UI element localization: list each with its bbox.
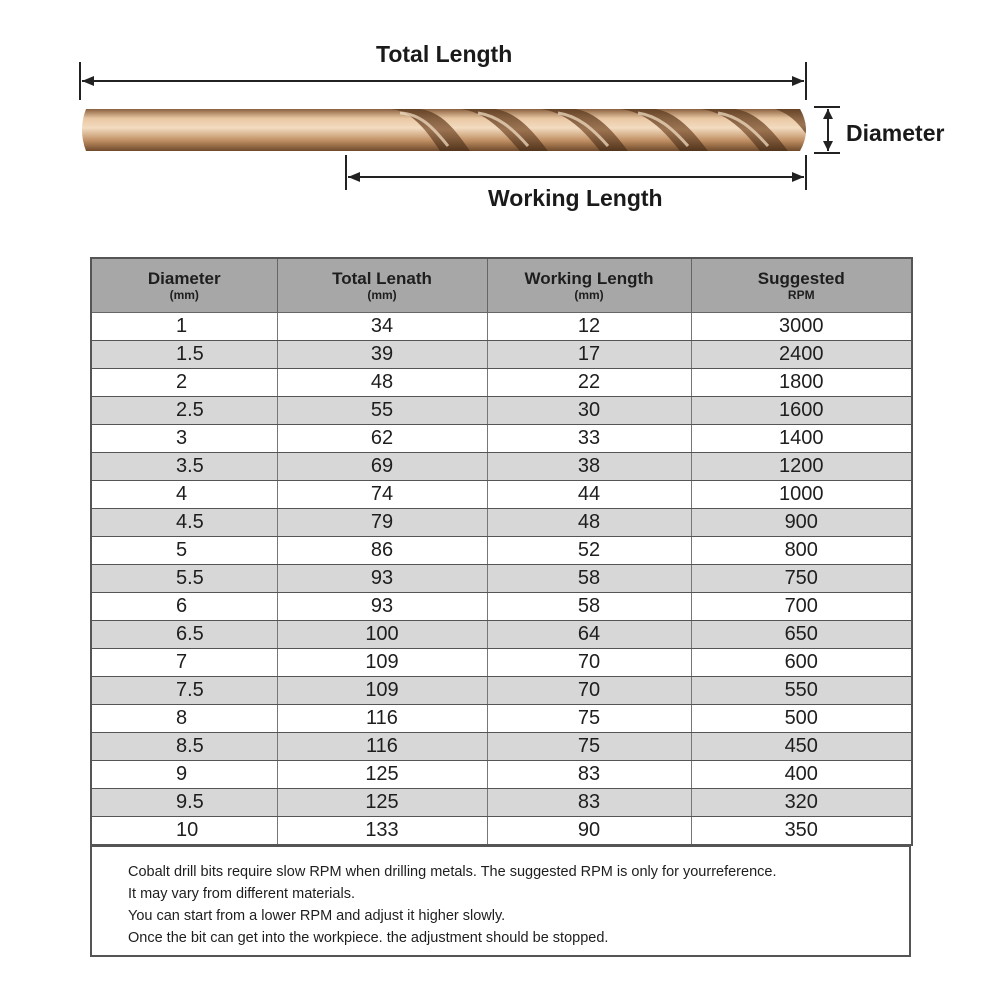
header-diameter: Diameter (mm)	[91, 258, 277, 313]
cell-total-length: 133	[277, 817, 487, 846]
cell-total-length: 48	[277, 369, 487, 397]
cell-working-length: 48	[487, 509, 691, 537]
header-suggested-rpm: Suggested RPM	[691, 258, 912, 313]
cell-diameter: 3	[91, 425, 277, 453]
cell-working-length: 75	[487, 733, 691, 761]
working-length-label: Working Length	[488, 185, 663, 211]
cell-total-length: 55	[277, 397, 487, 425]
cell-diameter: 9	[91, 761, 277, 789]
cell-working-length: 58	[487, 593, 691, 621]
cell-total-length: 109	[277, 677, 487, 705]
cell-rpm: 1600	[691, 397, 912, 425]
cell-diameter: 1.5	[91, 341, 277, 369]
note-line: You can start from a lower RPM and adjust it higher slowly.	[128, 908, 506, 924]
cell-working-length: 52	[487, 537, 691, 565]
cell-diameter: 8	[91, 705, 277, 733]
cell-diameter: 1	[91, 313, 277, 341]
cell-working-length: 17	[487, 341, 691, 369]
cell-rpm: 500	[691, 705, 912, 733]
cell-total-length: 34	[277, 313, 487, 341]
cell-rpm: 320	[691, 789, 912, 817]
cell-diameter: 2.5	[91, 397, 277, 425]
table-row	[91, 649, 912, 677]
cell-rpm: 1000	[691, 481, 912, 509]
cell-rpm: 600	[691, 649, 912, 677]
diameter-label: Diameter	[846, 120, 945, 146]
cell-rpm: 750	[691, 565, 912, 593]
cell-working-length: 83	[487, 789, 691, 817]
cell-total-length: 79	[277, 509, 487, 537]
table-row	[91, 341, 912, 369]
cell-working-length: 83	[487, 761, 691, 789]
table-row	[91, 761, 912, 789]
cell-total-length: 109	[277, 649, 487, 677]
table-row	[91, 817, 912, 846]
note-line: It may vary from different materials.	[128, 886, 355, 902]
cell-working-length: 12	[487, 313, 691, 341]
cell-diameter: 6	[91, 593, 277, 621]
cell-working-length: 44	[487, 481, 691, 509]
note-line: Cobalt drill bits require slow RPM when drilling metals. The suggested RPM is only for yourreference.	[128, 864, 777, 880]
table-header-row	[91, 258, 912, 313]
cell-total-length: 116	[277, 705, 487, 733]
cell-total-length: 86	[277, 537, 487, 565]
cell-diameter: 9.5	[91, 789, 277, 817]
cell-rpm: 550	[691, 677, 912, 705]
table-row	[91, 481, 912, 509]
cell-rpm: 1800	[691, 369, 912, 397]
cell-rpm: 800	[691, 537, 912, 565]
table-row	[91, 369, 912, 397]
cell-working-length: 70	[487, 677, 691, 705]
table-row	[91, 509, 912, 537]
table-row	[91, 425, 912, 453]
cell-total-length: 100	[277, 621, 487, 649]
cell-rpm: 2400	[691, 341, 912, 369]
cell-diameter: 2	[91, 369, 277, 397]
rpm-notes	[90, 845, 911, 957]
cell-total-length: 74	[277, 481, 487, 509]
note-line: Once the bit can get into the workpiece. the adjustment should be stopped.	[128, 930, 609, 946]
cell-working-length: 70	[487, 649, 691, 677]
cell-rpm: 650	[691, 621, 912, 649]
table-row	[91, 621, 912, 649]
cell-diameter: 4	[91, 481, 277, 509]
cell-diameter: 5.5	[91, 565, 277, 593]
cell-working-length: 38	[487, 453, 691, 481]
table-row	[91, 677, 912, 705]
cell-total-length: 93	[277, 565, 487, 593]
cell-rpm: 400	[691, 761, 912, 789]
table-row	[91, 537, 912, 565]
cell-total-length: 69	[277, 453, 487, 481]
cell-total-length: 125	[277, 761, 487, 789]
total-length-label: Total Length	[376, 41, 513, 67]
drill-bit	[82, 109, 815, 151]
cell-rpm: 1400	[691, 425, 912, 453]
cell-diameter: 4.5	[91, 509, 277, 537]
drill-spec-table	[90, 257, 913, 846]
cell-total-length: 116	[277, 733, 487, 761]
cell-total-length: 39	[277, 341, 487, 369]
header-working-length: Working Length (mm)	[487, 258, 691, 313]
cell-working-length: 30	[487, 397, 691, 425]
cell-diameter: 5	[91, 537, 277, 565]
cell-rpm: 3000	[691, 313, 912, 341]
table-row	[91, 453, 912, 481]
table-row	[91, 593, 912, 621]
cell-working-length: 64	[487, 621, 691, 649]
cell-diameter: 3.5	[91, 453, 277, 481]
header-total-length: Total Lenath (mm)	[277, 258, 487, 313]
cell-working-length: 75	[487, 705, 691, 733]
cell-diameter: 8.5	[91, 733, 277, 761]
cell-working-length: 58	[487, 565, 691, 593]
table-row	[91, 705, 912, 733]
cell-total-length: 125	[277, 789, 487, 817]
cell-working-length: 22	[487, 369, 691, 397]
cell-total-length: 93	[277, 593, 487, 621]
cell-rpm: 350	[691, 817, 912, 846]
table-row	[91, 565, 912, 593]
cell-diameter: 6.5	[91, 621, 277, 649]
cell-diameter: 7.5	[91, 677, 277, 705]
diameter-dimension	[814, 107, 840, 153]
drill-bit-diagram	[0, 0, 1001, 240]
table-row	[91, 789, 912, 817]
cell-diameter: 7	[91, 649, 277, 677]
cell-rpm: 450	[691, 733, 912, 761]
cell-rpm: 900	[691, 509, 912, 537]
table-row	[91, 313, 912, 341]
cell-rpm: 1200	[691, 453, 912, 481]
cell-working-length: 33	[487, 425, 691, 453]
table-row	[91, 397, 912, 425]
table-row	[91, 733, 912, 761]
cell-rpm: 700	[691, 593, 912, 621]
cell-total-length: 62	[277, 425, 487, 453]
cell-working-length: 90	[487, 817, 691, 846]
cell-diameter: 10	[91, 817, 277, 846]
